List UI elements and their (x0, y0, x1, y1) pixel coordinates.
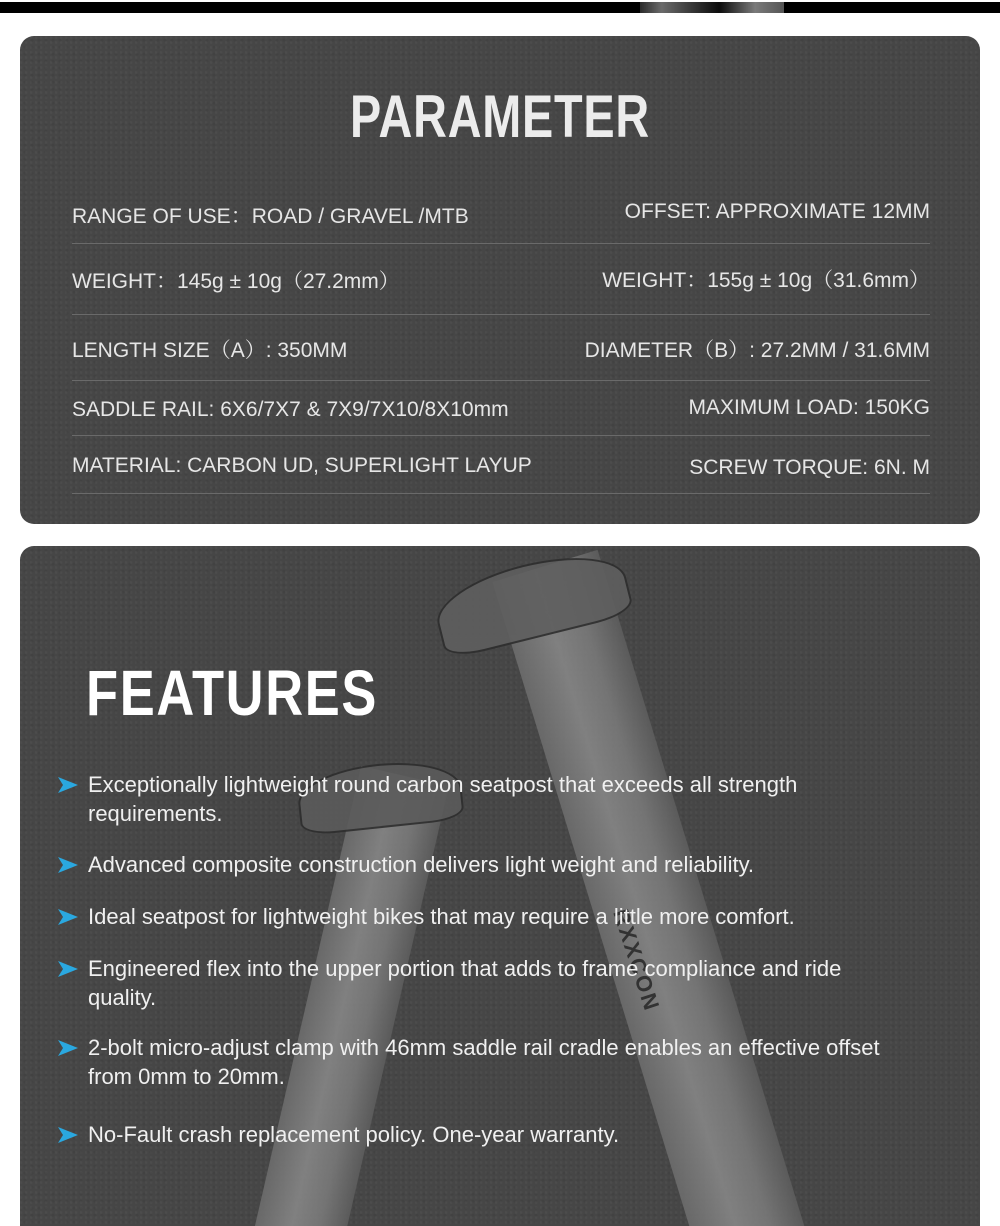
param-length: LENGTH SIZE（A）: 350MM (72, 339, 348, 362)
param-range-of-use: RANGE OF USE：ROAD / GRAVEL /MTB (72, 205, 469, 228)
features-title: FEATURES (86, 657, 379, 729)
parameter-row (72, 436, 930, 494)
param-weight-27: WEIGHT：145g ± 10g（27.2mm） (72, 270, 400, 293)
arrow-right-icon (58, 777, 78, 793)
feature-item: No-Fault crash replacement policy. One-year warranty. (58, 1120, 918, 1149)
parameter-row (72, 196, 930, 244)
feature-item: 2-bolt micro-adjust clamp with 46mm saddle rail cradle enables an effective offset from 0mm to 20mm. (58, 1033, 918, 1091)
feature-item: Exceptionally lightweight round carbon seatpost that exceeds all strength requirements. (58, 770, 918, 828)
feature-item: Advanced composite construction delivers light weight and reliability. (58, 850, 918, 879)
parameter-row (72, 315, 930, 381)
top-banner-bar (0, 2, 1000, 13)
param-saddle-rail: SADDLE RAIL: 6X6/7X7 & 7X9/7X10/8X10mm (72, 398, 509, 421)
param-weight-31: WEIGHT：155g ± 10g（31.6mm） (602, 269, 930, 292)
seatpost-brand-logo: RXXCON (608, 906, 665, 1015)
parameter-row (72, 381, 930, 436)
banner-highlight (640, 2, 784, 13)
arrow-right-icon (58, 961, 78, 977)
parameter-title: PARAMETER (350, 83, 650, 150)
parameter-row (72, 244, 930, 315)
arrow-right-icon (58, 1040, 78, 1056)
arrow-right-icon (58, 909, 78, 925)
parameter-panel (20, 36, 980, 524)
arrow-right-icon (58, 857, 78, 873)
arrow-right-icon (58, 1127, 78, 1143)
feature-item: Ideal seatpost for lightweight bikes that may require a little more comfort. (58, 902, 918, 931)
param-material: MATERIAL: CARBON UD, SUPERLIGHT LAYUP (72, 454, 532, 477)
feature-item: Engineered flex into the upper portion that adds to frame compliance and ride quality. (58, 954, 918, 1012)
param-offset: OFFSET: APPROXIMATE 12MM (624, 200, 930, 223)
parameter-table (72, 196, 930, 494)
param-screw-torque: SCREW TORQUE: 6N. M (689, 456, 930, 479)
param-max-load: MAXIMUM LOAD: 150KG (688, 396, 930, 419)
param-diameter: DIAMETER（B）: 27.2MM / 31.6MM (584, 339, 930, 362)
features-panel (20, 546, 980, 1226)
